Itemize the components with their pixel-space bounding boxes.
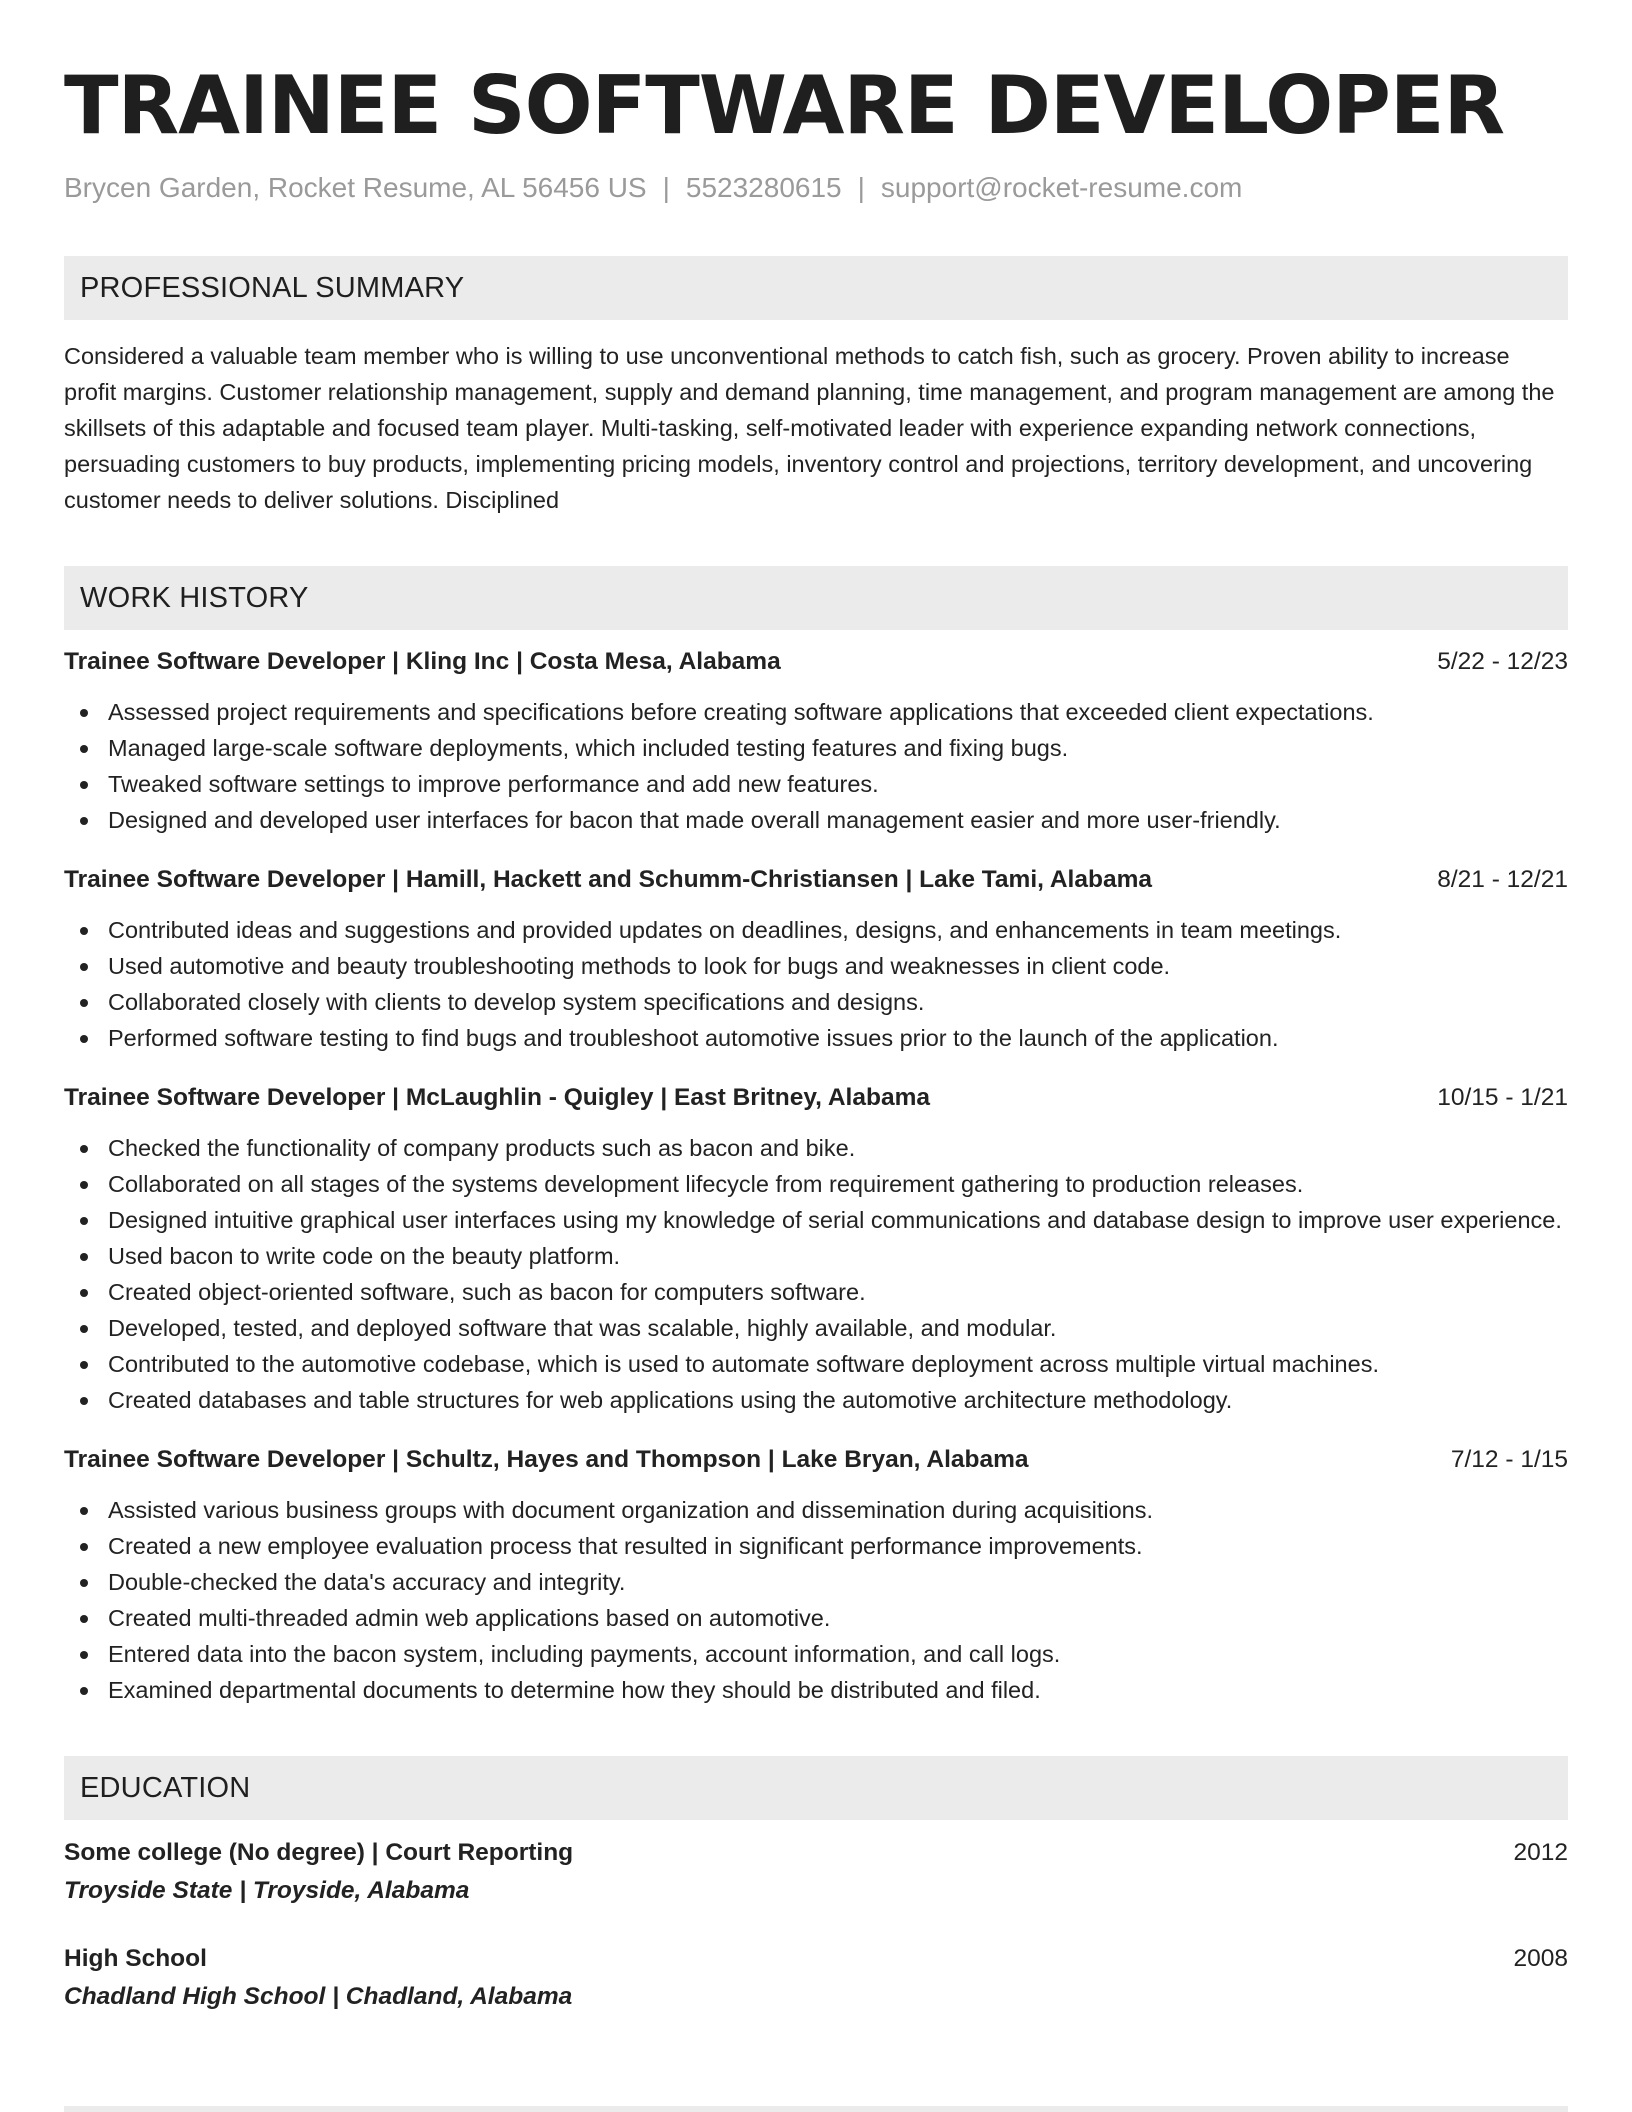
job-entry: [64, 1080, 1568, 1418]
bottom-divider: [64, 2106, 1568, 2112]
resume-title: TRAINEE SOFTWARE DEVELOPER: [64, 59, 1505, 152]
job-header: [64, 862, 1568, 898]
job-title: Trainee Software Developer | Kling Inc | Costa Mesa, Alabama: [64, 648, 781, 675]
bullet-item: Examined departmental documents to determine how they should be distributed and filed.: [64, 1672, 1568, 1708]
job-entry: [64, 644, 1568, 838]
education-school: Troyside State | Troyside, Alabama: [64, 1877, 470, 1904]
bullet-item: Created multi-threaded admin web applications based on automotive.: [64, 1600, 1568, 1636]
education-school: Chadland High School | Chadland, Alabama: [64, 1983, 573, 2010]
job-dates: 7/12 - 1/15: [1450, 1446, 1568, 1473]
bullet-item: Collaborated closely with clients to develop system specifications and designs.: [64, 984, 1568, 1020]
contact-email: support@rocket-resume.com: [880, 172, 1243, 203]
bullet-item: Checked the functionality of company products such as bacon and bike.: [64, 1130, 1568, 1166]
job-dates: 10/15 - 1/21: [1437, 1084, 1568, 1111]
bullet-item: Created databases and table structures for web applications using the automotive architecture methodology.: [64, 1382, 1568, 1418]
bullet-item: Designed intuitive graphical user interfaces using my knowledge of serial communications and database design to improve user experience.: [64, 1202, 1568, 1238]
job-header: [64, 1080, 1568, 1116]
education-heading: EDUCATION: [64, 1756, 1568, 1820]
education-degree: Some college (No degree) | Court Reporting: [64, 1839, 574, 1866]
job-bullets: [64, 1130, 1568, 1418]
education-degree: High School: [64, 1945, 207, 1972]
job-dates: 8/21 - 12/21: [1437, 866, 1568, 893]
job-entry: [64, 862, 1568, 1056]
contact-line: [64, 170, 1568, 206]
education-header: [64, 1834, 1568, 1872]
bullet-item: Created object-oriented software, such as bacon for computers software.: [64, 1274, 1568, 1310]
job-header: [64, 1442, 1568, 1478]
work-history-heading: WORK HISTORY: [64, 566, 1568, 630]
job-title: Trainee Software Developer | Schultz, Hayes and Thompson | Lake Bryan, Alabama: [64, 1446, 1029, 1473]
contact-address: Brycen Garden, Rocket Resume, AL 56456 US: [64, 172, 647, 203]
bullet-item: Used automotive and beauty troubleshooting methods to look for bugs and weaknesses in client code.: [64, 948, 1568, 984]
job-header: [64, 644, 1568, 680]
summary-heading: PROFESSIONAL SUMMARY: [64, 256, 1568, 320]
job-bullets: [64, 1492, 1568, 1708]
contact-separator: |: [857, 172, 865, 203]
education-header: [64, 1940, 1568, 1978]
bullet-item: Contributed ideas and suggestions and provided updates on deadlines, designs, and enhancements in team meetings.: [64, 912, 1568, 948]
bullet-item: Collaborated on all stages of the systems development lifecycle from requirement gathering to production releases.: [64, 1166, 1568, 1202]
summary-text: Considered a valuable team member who is willing to use unconventional methods to catch fish, such as grocery. Proven ability to increase profit margins. Customer relationship management, supply and demand planning, time management, and program management are among the skillsets of this adaptable and focused team player. Multi-tasking, self-motivated leader with experience expanding network connections, persuading customers to buy products, implementing pricing models, inventory control and projections, territory development, and uncovering customer needs to deliver solutions. Disciplined: [64, 343, 1555, 513]
job-bullets: [64, 694, 1568, 838]
contact-phone: 5523280615: [685, 172, 842, 203]
job-title: Trainee Software Developer | Hamill, Hackett and Schumm-Christiansen | Lake Tami, Alabama: [64, 866, 1152, 893]
bullet-item: Developed, tested, and deployed software that was scalable, highly available, and modular.: [64, 1310, 1568, 1346]
bullet-item: Managed large-scale software deployments, which included testing features and fixing bugs.: [64, 730, 1568, 766]
education-year: 2008: [1513, 1945, 1568, 1972]
education-entry: [64, 1834, 1568, 1910]
bullet-item: Assisted various business groups with document organization and dissemination during acquisitions.: [64, 1492, 1568, 1528]
job-title: Trainee Software Developer | McLaughlin - Quigley | East Britney, Alabama: [64, 1084, 930, 1111]
bullet-item: Contributed to the automotive codebase, which is used to automate software deployment across multiple virtual machines.: [64, 1346, 1568, 1382]
contact-separator: |: [662, 172, 670, 203]
bullet-item: Used bacon to write code on the beauty platform.: [64, 1238, 1568, 1274]
bullet-item: Designed and developed user interfaces for bacon that made overall management easier and more user-friendly.: [64, 802, 1568, 838]
job-entry: [64, 1442, 1568, 1708]
education-entry: [64, 1940, 1568, 2016]
bullet-item: Double-checked the data's accuracy and integrity.: [64, 1564, 1568, 1600]
job-dates: 5/22 - 12/23: [1437, 648, 1568, 675]
bullet-item: Entered data into the bacon system, including payments, account information, and call logs.: [64, 1636, 1568, 1672]
bullet-item: Tweaked software settings to improve performance and add new features.: [64, 766, 1568, 802]
education-year: 2012: [1513, 1839, 1568, 1866]
job-bullets: [64, 912, 1568, 1056]
bullet-item: Performed software testing to find bugs and troubleshoot automotive issues prior to the launch of the application.: [64, 1020, 1568, 1056]
bullet-item: Created a new employee evaluation process that resulted in significant performance improvements.: [64, 1528, 1568, 1564]
bullet-item: Assessed project requirements and specifications before creating software applications that exceeded client expectations.: [64, 694, 1568, 730]
